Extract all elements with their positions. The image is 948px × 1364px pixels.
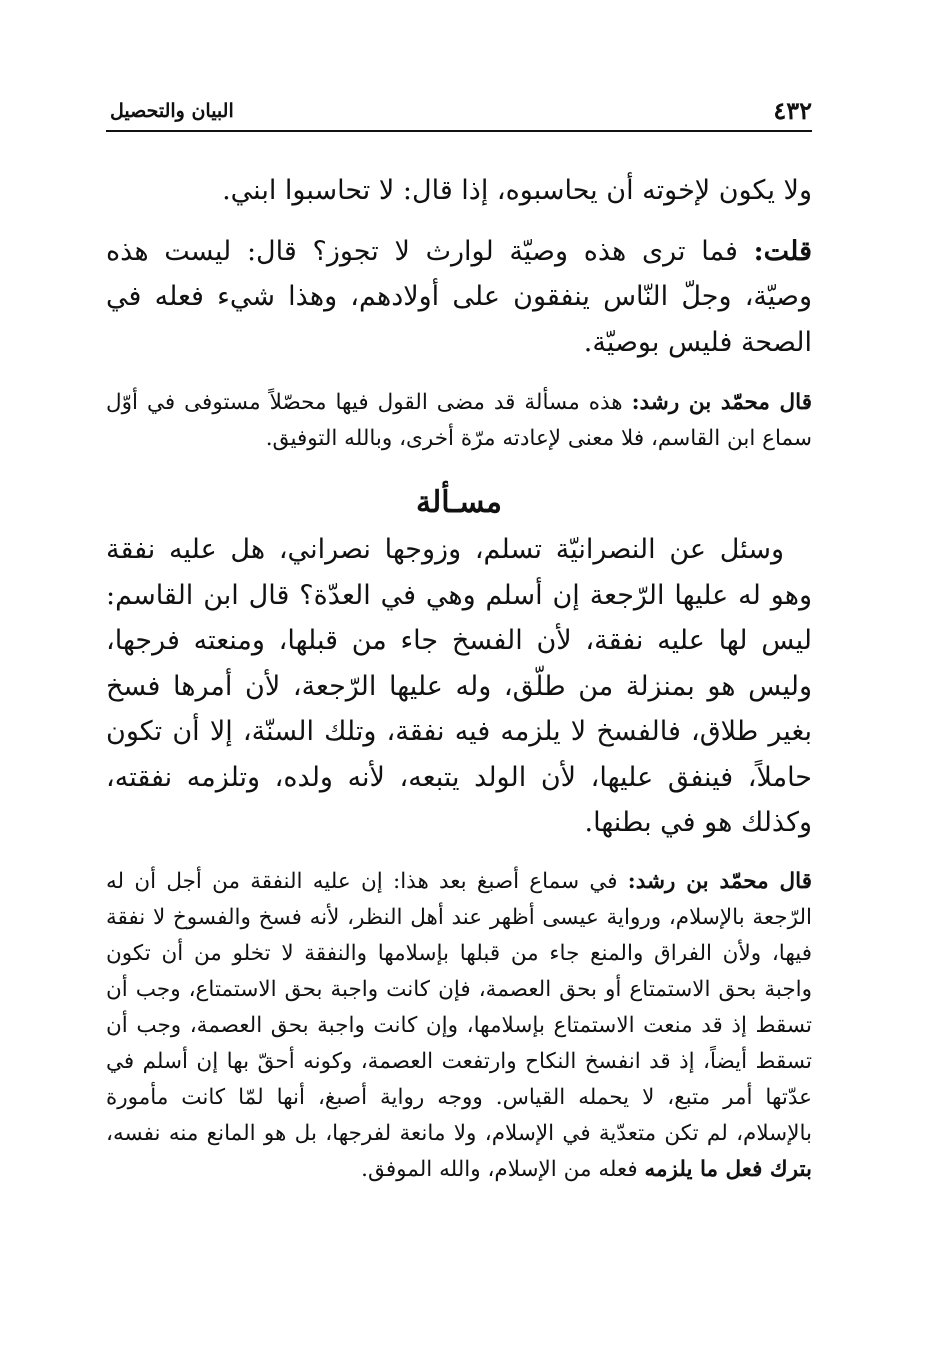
commentary-1: [106, 385, 812, 457]
section-title: مسـألة: [416, 485, 502, 520]
paragraph-question: [106, 527, 812, 846]
commentary-2-text: في سماع أصبغ بعد هذا: إن عليه النفقة من أجل أن له الرّجعة بالإسلام، ورواية عيسى أظهر عند أهل النظر، لأنه فسخ والفسوخ لا نفقة فيها، ولأن الفراق والمنع جاء من قبلها بإسلامها والنفقة لا تخلو من أن تكون واجبة بحق الاستمتاع أو بحق العصمة، فإن كانت واجبة بحق الاستمتاع، وجب أن تسقط إذ قد منعت الاستمتاع بإسلامها، وإن كانت واجبة بحق العصمة، وجب أن تسقط أيضاً، إذ قد انفسخ النكاح وارتفعت العصمة، وكونه أحقّ بها إن أسلم في عدّتها أمر متبع، لا يحمله القياس. ووجه رواية أصبغ، أنها لمّا كانت مأمورة بالإسلام، لم تكن متعدّية في الإسلام، ولا مانعة لفرجها، بل هو المانع منه نفسه،: [106, 868, 812, 1146]
book-page: [106, 92, 812, 1188]
commentary-2: [106, 864, 812, 1188]
commentator-label: قال محمّد بن رشد:: [631, 390, 813, 415]
speaker-label: قلت:: [753, 235, 812, 267]
paragraph-question-text: وسئل عن النصرانيّة تسلم، وزوجها نصراني، هل عليه نفقة وهو له عليها الرّجعة إن أسلم وهي في العدّة؟ قال ابن القاسم: ليس لها عليه نفقة، لأن الفسخ جاء من قبلها، ومنعته فرجها، وليس هو بمنزلة من طلّق، وله عليها الرّجعة، لأن أمرها فسخ بغير طلاق، فالفسخ لا يلزمه فيه نفقة، وتلك السنّة، إلا أن تكون حاملاً، فينفق عليها، لأن الولد يتبعه، لأنه ولده، وتلزمه نفقته، وكذلك هو في بطنها.: [106, 534, 812, 838]
paragraph-1: [106, 168, 812, 214]
commentator-label-2: قال محمّد بن رشد:: [627, 868, 812, 894]
commentary-1-text: هذه مسألة قد مضى القول فيها محصّلاً مستوفى في أوّل سماع ابن القاسم، فلا معنى لإعادته مرّة أخرى، وبالله التوفيق.: [106, 390, 812, 451]
commentary-2-ending: فعله من الإسلام، والله الموفق.: [361, 1156, 645, 1182]
running-title: البيان والتحصيل: [110, 100, 234, 122]
paragraph-1-text: ولا يكون لإخوته أن يحاسبوه، إذا قال: لا تحاسبوا ابني.: [222, 175, 812, 206]
paragraph-2-text: فما ترى هذه وصيّة لوارث لا تجوز؟ قال: ليست هذه وصيّة، وجلّ النّاس ينفقون على أولادهم، وهذا شيء فعله في الصحة فليس بوصيّة.: [106, 235, 812, 358]
page-header: [106, 92, 812, 132]
paragraph-2: [106, 229, 812, 366]
commentary-2-bold-phrase: بترك فعل ما يلزمه: [644, 1156, 812, 1182]
page-number: ٤٣٢: [773, 96, 812, 125]
